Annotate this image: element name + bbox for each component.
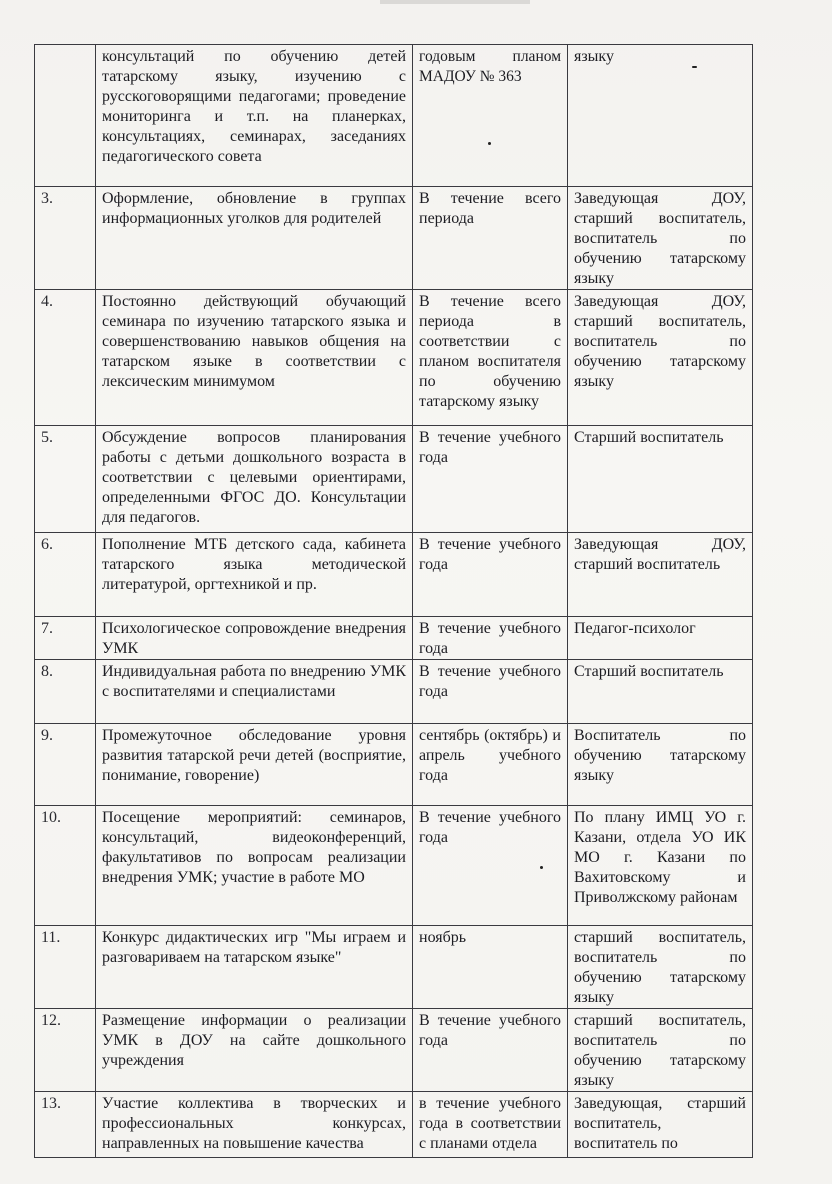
responsible-cell: Старший воспитатель: [568, 660, 753, 724]
responsible-cell: Старший воспитатель: [568, 426, 753, 533]
responsible-cell: Заведующая ДОУ, старший воспитатель, воспитатель по обучению татарскому языку: [568, 187, 753, 290]
responsible-cell: Заведующая ДОУ, старший воспитатель: [568, 533, 753, 617]
term-cell: в течение учебного года в соответствии с планами отдела: [413, 1092, 568, 1158]
table-row: [35, 533, 753, 617]
responsible-cell: Заведующая, старший воспитатель, воспитатель по: [568, 1092, 753, 1158]
term-cell: В течение учебного года: [413, 533, 568, 617]
row-number: 4.: [35, 290, 96, 426]
scan-edge-mark: [380, 0, 530, 4]
row-number: 11.: [35, 926, 96, 1009]
activity-cell: Размещение информации о реализации УМК в ДОУ на сайте дошкольного учреждения: [96, 1009, 413, 1092]
term-cell: В течение всего периода: [413, 187, 568, 290]
activity-cell: Постоянно действующий обучающий семинара по изучению татарского языка и совершенствованию навыков общения на татарском языке в соответствии с лексическим минимумом: [96, 290, 413, 426]
table-row: [35, 926, 753, 1009]
row-number: 7.: [35, 617, 96, 660]
row-number: 8.: [35, 660, 96, 724]
plan-table: [34, 44, 753, 1158]
activity-cell: консультаций по обучению детей татарскому языку, изучению с русскоговорящими педагогами; проведение мониторинга и т.п. на планерках, консультациях, семинарах, заседаниях педагогического совета: [96, 45, 413, 187]
row-number: [35, 45, 96, 187]
table-row: [35, 724, 753, 806]
activity-cell: Обсуждение вопросов планирования работы с детьми дошкольного возраста в соответствии с целевыми ориентирами, определенными ФГОС ДО. Консультации для педагогов.: [96, 426, 413, 533]
table-row: [35, 290, 753, 426]
activity-cell: Посещение мероприятий: семинаров, консультаций, видеоконференций, факультативов по вопросам реализации внедрения УМК; участие в работе МО: [96, 806, 413, 926]
row-number: 12.: [35, 1009, 96, 1092]
row-number: 9.: [35, 724, 96, 806]
table-row: [35, 426, 753, 533]
responsible-cell: старший воспитатель, воспитатель по обучению татарскому языку: [568, 1009, 753, 1092]
row-number: 6.: [35, 533, 96, 617]
term-cell: ноябрь: [413, 926, 568, 1009]
scan-speck: [692, 66, 697, 68]
scan-speck: [488, 142, 491, 145]
responsible-cell: По плану ИМЦ УО г. Казани, отдела УО ИК МО г. Казани по Вахитовскому и Приволжскому районам: [568, 806, 753, 926]
responsible-cell: Заведующая ДОУ, старший воспитатель, воспитатель по обучению татарскому языку: [568, 290, 753, 426]
table-row: [35, 617, 753, 660]
row-number: 10.: [35, 806, 96, 926]
responsible-cell: Педагог-психолог: [568, 617, 753, 660]
activity-cell: Конкурс дидактических игр "Мы играем и разговариваем на татарском языке": [96, 926, 413, 1009]
term-cell: сентябрь (октябрь) и апрель учебного года: [413, 724, 568, 806]
responsible-cell: Воспитатель по обучению татарскому языку: [568, 724, 753, 806]
row-number: 13.: [35, 1092, 96, 1158]
term-cell: В течение учебного года: [413, 806, 568, 926]
table-row: [35, 1009, 753, 1092]
table-row: [35, 187, 753, 290]
activity-cell: Психологическое сопровождение внедрения УМК: [96, 617, 413, 660]
term-cell: В течение учебного года: [413, 660, 568, 724]
term-cell: В течение учебного года: [413, 1009, 568, 1092]
row-number: 5.: [35, 426, 96, 533]
scan-speck: [540, 866, 543, 869]
responsible-cell: языку: [568, 45, 753, 187]
table-row: [35, 806, 753, 926]
term-cell: годовым планом МАДОУ № 363: [413, 45, 568, 187]
row-number: 3.: [35, 187, 96, 290]
activity-cell: Оформление, обновление в группах информационных уголков для родителей: [96, 187, 413, 290]
term-cell: В течение учебного года: [413, 426, 568, 533]
term-cell: В течение учебного года: [413, 617, 568, 660]
responsible-cell: старший воспитатель, воспитатель по обучению татарскому языку: [568, 926, 753, 1009]
table-row: [35, 45, 753, 187]
term-cell: В течение всего периода в соответствии с планом воспитателя по обучению татарскому языку: [413, 290, 568, 426]
activity-cell: Индивидуальная работа по внедрению УМК с воспитателями и специалистами: [96, 660, 413, 724]
activity-cell: Участие коллектива в творческих и профессиональных конкурсах, направленных на повышение качества: [96, 1092, 413, 1158]
table-row: [35, 1092, 753, 1158]
table-row: [35, 660, 753, 724]
activity-cell: Пополнение МТБ детского сада, кабинета татарского языка методической литературой, оргтехникой и пр.: [96, 533, 413, 617]
activity-cell: Промежуточное обследование уровня развития татарской речи детей (восприятие, понимание, говорение): [96, 724, 413, 806]
